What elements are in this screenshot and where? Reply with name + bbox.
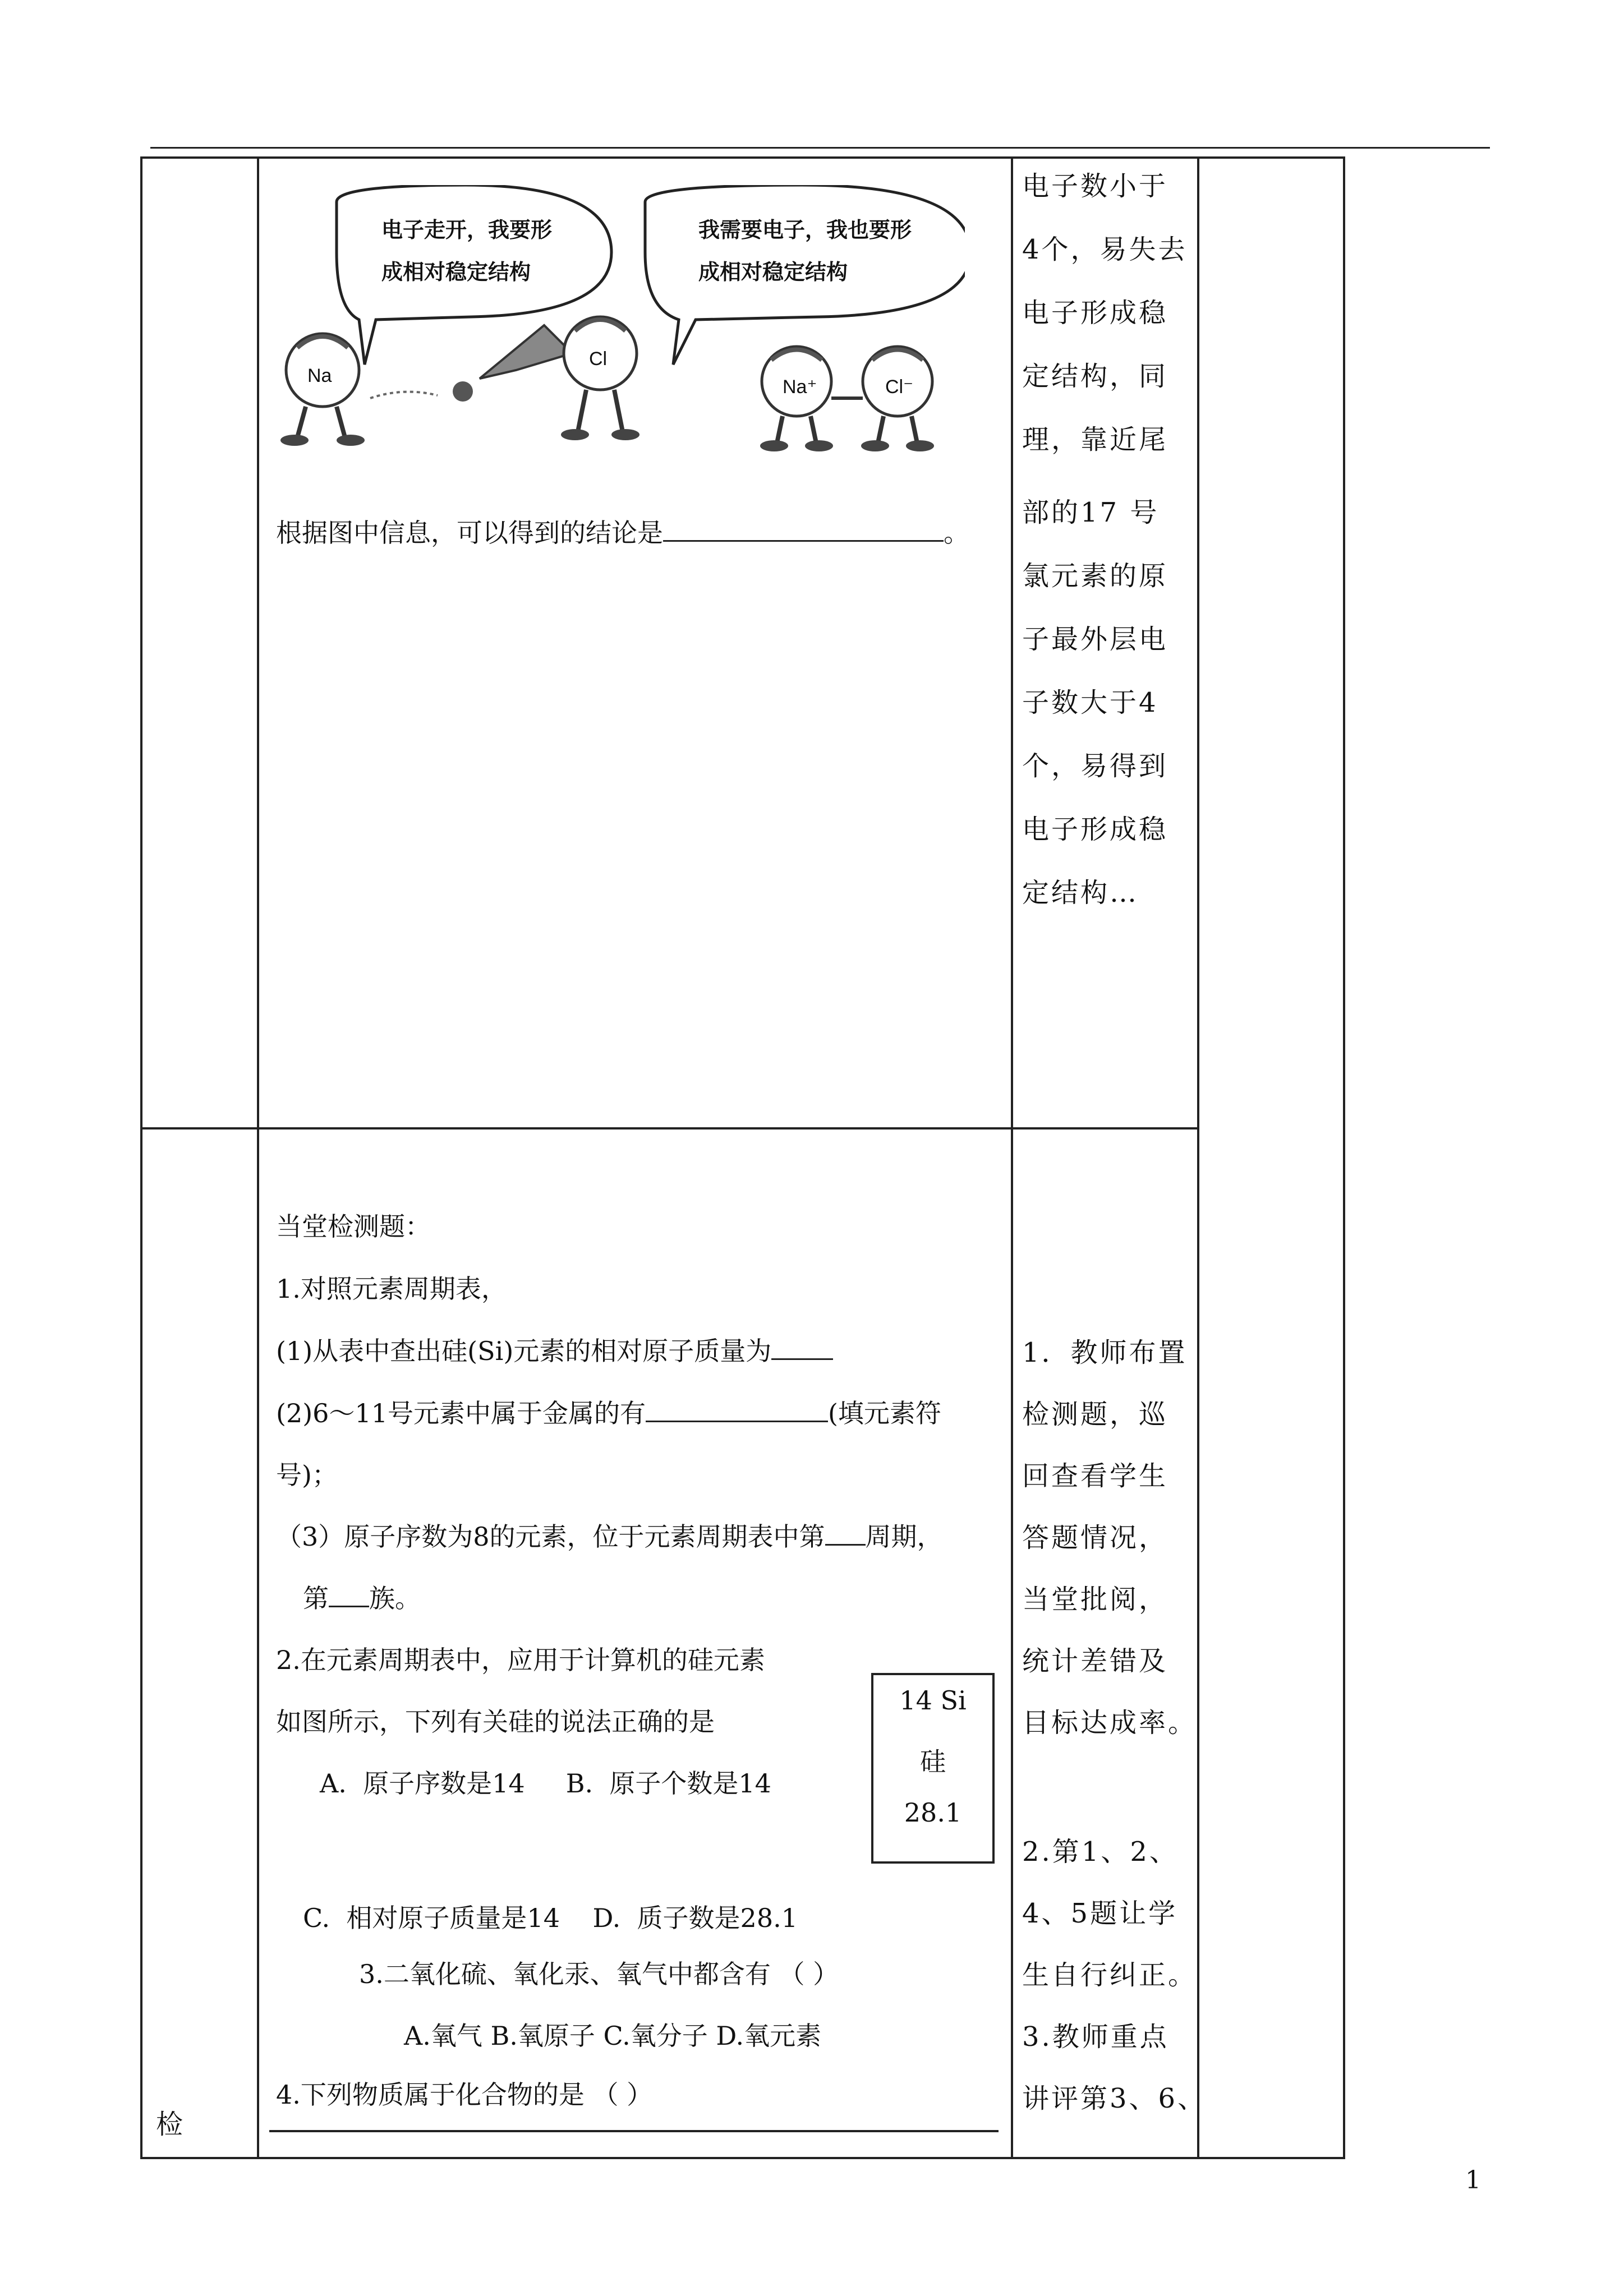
si-name: 硅: [920, 1746, 946, 1777]
atom-label-na: Na: [307, 365, 332, 386]
bubble-right-line2: 成相对稳定结构: [698, 259, 848, 284]
question-1-2-suffix: (填元素符: [827, 1398, 941, 1428]
question-2-line1: 2.在元素周期表中，应用于计算机的硅元素: [276, 1645, 765, 1675]
row1-note-line: 个，易得到: [1022, 750, 1168, 782]
answer-blank[interactable]: [663, 518, 944, 542]
question-1-2-text: (2)6～11号元素中属于金属的有: [276, 1398, 646, 1428]
question-1-3-cont: [303, 1582, 421, 1615]
row2-note-line: 统计差错及: [1022, 1645, 1168, 1677]
table-bottom-border: [140, 2157, 1345, 2159]
atom-label-na-ion: Na⁺: [783, 376, 817, 398]
bubble-right-line1: 我需要电子，我也要形: [698, 217, 912, 242]
row2-note-line: 答题情况，: [1022, 1522, 1168, 1553]
row-divider: [140, 1127, 1199, 1129]
quiz-heading: 当堂检测题：: [276, 1211, 431, 1242]
row2-note-line: 讲评第3、6、: [1022, 2083, 1207, 2114]
row1-note-line: 定结构…: [1022, 877, 1139, 909]
row2-side-label: 检: [156, 2109, 183, 2140]
question-1-2: [276, 1396, 941, 1430]
row2-note-line: 目标达成率。: [1022, 1707, 1198, 1739]
bubble-left-line1: 电子走开，我要形: [381, 217, 553, 242]
question-3: 3.二氧化硫、氧化汞、氧气中都含有 （ ）: [359, 1959, 839, 1989]
col-border-4: [1343, 156, 1345, 2159]
question-1-3: [276, 1520, 943, 1553]
row1-note-line: 理，靠近尾: [1022, 424, 1168, 455]
row2-note-line: 2.第1、2、: [1022, 1836, 1179, 1868]
question-1-3-group-suffix: 族。: [369, 1583, 421, 1613]
row1-question-end: 。: [944, 518, 969, 548]
row2-note-line: 当堂批阅，: [1022, 1584, 1168, 1615]
row2-note-line: 回查看学生: [1022, 1460, 1168, 1492]
header-rule: [150, 147, 1490, 149]
row1-question: [276, 516, 969, 550]
question-1-3-group-prefix: 第: [303, 1583, 329, 1613]
row1-note-line: 子最外层电: [1022, 624, 1168, 655]
cl-atom-figure: [561, 317, 640, 440]
net-icon: [480, 325, 572, 379]
bubble-left-line2: 成相对稳定结构: [381, 259, 531, 284]
question-1-2-cont: 号)；: [276, 1460, 338, 1490]
question-1-3-text: （3）原子序数为8的元素，位于元素周期表中第: [276, 1522, 825, 1552]
question-2-options-cd: C. 相对原子质量是14 D. 质子数是28.1: [303, 1903, 798, 1933]
electron-trail: [370, 392, 438, 398]
table-top-border: [140, 156, 1345, 159]
row2-note-line: 4、5题让学: [1022, 1898, 1178, 1929]
question-4-rule: [269, 2130, 999, 2132]
si-mass: 28.1: [904, 1797, 962, 1828]
page-number: 1: [1465, 2166, 1481, 2194]
row1-note-line: 氯元素的原: [1022, 560, 1168, 592]
col-border-1: [257, 156, 259, 2159]
question-1-3-period: 周期，: [865, 1522, 943, 1552]
row1-note-line: 电子数小于: [1022, 170, 1168, 202]
row2-note-line: 3.教师重点: [1022, 2021, 1169, 2053]
row1-note-line: 电子形成稳: [1022, 814, 1168, 845]
row1-note-line: 子数大于4: [1022, 687, 1158, 718]
answer-blank[interactable]: [329, 1583, 369, 1607]
silicon-element-card: [871, 1673, 995, 1864]
electron-icon: [453, 381, 473, 402]
row2-note-line: 检测题，巡: [1022, 1399, 1168, 1430]
row1-note-line: 4个，易失去: [1022, 234, 1188, 265]
col-border-3: [1197, 156, 1199, 2159]
si-number-symbol: 14 Si: [899, 1685, 967, 1716]
answer-blank[interactable]: [771, 1336, 833, 1360]
question-4: 4.下列物质属于化合物的是 （ ）: [276, 2080, 653, 2110]
col-border-2: [1011, 156, 1013, 2159]
row1-note-line: 电子形成稳: [1022, 297, 1168, 329]
col-border-0: [140, 156, 142, 2159]
atom-label-cl-ion: Cl⁻: [885, 376, 914, 398]
row2-note-line: 生自行纠正。: [1022, 1960, 1198, 1991]
atom-label-cl: Cl: [589, 348, 608, 370]
question-1: 1.对照元素周期表，: [276, 1274, 507, 1304]
question-3-options: A.氧气 B.氧原子 C.氧分子 D.氧元素: [404, 2021, 822, 2051]
answer-blank[interactable]: [825, 1522, 866, 1546]
question-1-1-text: (1)从表中查出硅(Si)元素的相对原子质量为: [276, 1336, 772, 1366]
row1-question-text: 根据图中信息，可以得到的结论是: [276, 518, 663, 548]
row2-note-line: 1．教师布置: [1022, 1337, 1188, 1368]
row1-note-line: 定结构，同: [1022, 361, 1168, 392]
question-2-line2: 如图所示，下列有关硅的说法正确的是: [276, 1707, 715, 1737]
question-1-1: [276, 1334, 833, 1368]
row1-note-line: 部的17 号: [1022, 497, 1160, 528]
question-2-options-ab: A. 原子序数是14 B. 原子个数是14: [320, 1768, 771, 1799]
answer-blank[interactable]: [646, 1398, 828, 1422]
